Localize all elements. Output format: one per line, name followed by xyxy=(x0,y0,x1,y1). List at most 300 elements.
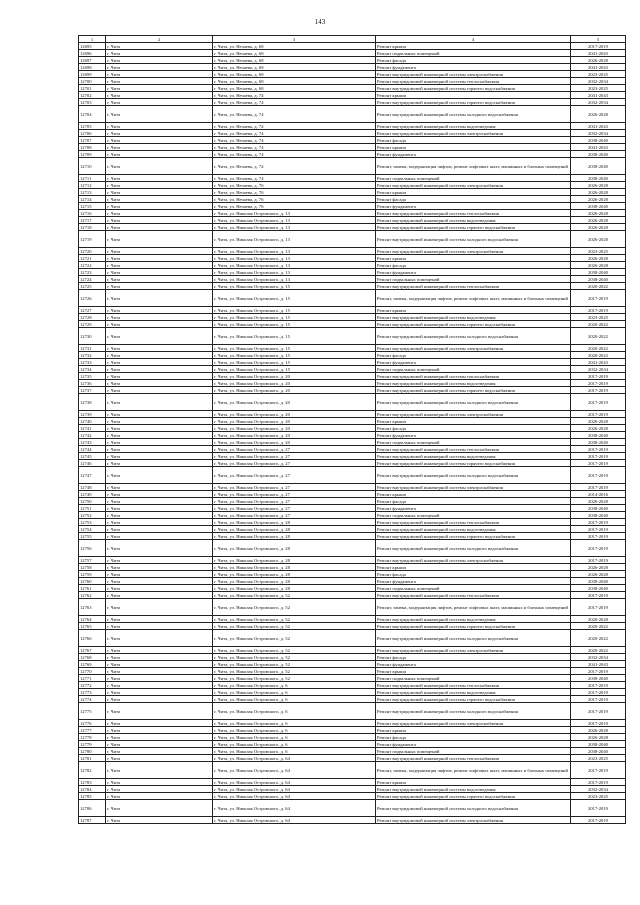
row-number-cell: 12740 xyxy=(79,418,106,425)
period-cell: 2026-2028 xyxy=(571,255,626,262)
period-cell: 2026-2028 xyxy=(571,106,626,123)
period-cell: 2038-2040 xyxy=(571,748,626,755)
row-number-cell: 12707 xyxy=(79,137,106,144)
table-row xyxy=(79,123,626,130)
address-cell: г. Чита, ул. Николая Островского, д. 64 xyxy=(213,800,376,817)
table-row xyxy=(79,720,626,727)
table-row xyxy=(79,755,626,762)
address-cell: г. Чита, ул. Николая Островского, д. 27 xyxy=(213,498,376,505)
period-cell: 2023-2025 xyxy=(571,71,626,78)
work-type-cell: Ремонт внутридомовой инженерной системы горячего водоснабжения xyxy=(376,387,571,394)
city-cell: г. Чита xyxy=(106,269,213,276)
city-cell: г. Чита xyxy=(106,654,213,661)
city-cell: г. Чита xyxy=(106,175,213,182)
address-cell: г. Чита, ул. Николая Островского, д. 15 xyxy=(213,359,376,366)
row-number-cell: 12718 xyxy=(79,224,106,231)
period-cell: 2017-2019 xyxy=(571,800,626,817)
period-cell: 2023-2025 xyxy=(571,85,626,92)
address-cell: г. Чита, ул. Николая Островского, д. 52 xyxy=(213,630,376,647)
city-cell: г. Чита xyxy=(106,498,213,505)
address-cell: г. Чита, ул. Николая Островского, д. 28 xyxy=(213,564,376,571)
table-row xyxy=(79,64,626,71)
work-type-cell: Ремонт внутридомовой инженерной системы водоотведения xyxy=(376,123,571,130)
work-type-cell: Ремонт внутридомовой инженерной системы электроснабжения xyxy=(376,817,571,824)
row-number-cell: 12739 xyxy=(79,411,106,418)
table-row xyxy=(79,779,626,786)
address-cell: г. Чита, ул. Николая Островского, д. 64 xyxy=(213,817,376,824)
period-cell: 2017-2019 xyxy=(571,43,626,50)
city-cell: г. Чита xyxy=(106,689,213,696)
work-type-cell: Ремонт внутридомовой инженерной системы теплоснабжения xyxy=(376,78,571,85)
address-cell: г. Чита, ул. Николая Островского, д. 52 xyxy=(213,623,376,630)
table-row xyxy=(79,498,626,505)
table-row xyxy=(79,99,626,106)
work-type-cell: Ремонт фасада xyxy=(376,654,571,661)
address-cell: г. Чита, ул. Николая Островского, д. 15 xyxy=(213,307,376,314)
period-cell: 2017-2019 xyxy=(571,533,626,540)
work-type-cell: Ремонт внутридомовой инженерной системы горячего водоснабжения xyxy=(376,321,571,328)
row-number-cell: 12785 xyxy=(79,793,106,800)
address-cell: г. Чита, ул. Николая Островского, д. 13 xyxy=(213,248,376,255)
work-type-cell: Ремонт внутридомовой инженерной системы горячего водоснабжения xyxy=(376,793,571,800)
address-cell: г. Чита, ул. Николая Островского, д. 6 xyxy=(213,720,376,727)
work-type-cell: Ремонт внутридомовой инженерной системы холодного водоснабжения xyxy=(376,394,571,411)
period-cell: 2026-2028 xyxy=(571,498,626,505)
work-type-cell: Ремонт внутридомовой инженерной системы холодного водоснабжения xyxy=(376,231,571,248)
work-type-cell: Ремонт внутридомовой инженерной системы водоотведения xyxy=(376,314,571,321)
city-cell: г. Чита xyxy=(106,762,213,779)
period-cell: 2038-2040 xyxy=(571,432,626,439)
period-cell: 2017-2019 xyxy=(571,720,626,727)
table-row xyxy=(79,248,626,255)
work-type-cell: Ремонт крыши xyxy=(376,307,571,314)
row-number-cell: 12747 xyxy=(79,467,106,484)
row-number-cell: 12706 xyxy=(79,130,106,137)
table-row xyxy=(79,71,626,78)
period-cell: 2017-2019 xyxy=(571,696,626,703)
address-cell: г. Чита, ул. Нечаева, д. 76 xyxy=(213,203,376,210)
row-number-cell: 12729 xyxy=(79,321,106,328)
work-type-cell: Ремонт внутридомовой инженерной системы горячего водоснабжения xyxy=(376,623,571,630)
address-cell: г. Чита, ул. Николая Островского, д. 27 xyxy=(213,467,376,484)
column-header-3: 3 xyxy=(213,36,376,43)
address-cell: г. Чита, ул. Николая Островского, д. 27 xyxy=(213,484,376,491)
address-cell: г. Чита, ул. Нечаева, д. 76 xyxy=(213,189,376,196)
work-type-cell: Ремонт фасада xyxy=(376,262,571,269)
address-cell: г. Чита, ул. Николая Островского, д. 27 xyxy=(213,491,376,498)
row-number-cell: 12728 xyxy=(79,314,106,321)
city-cell: г. Чита xyxy=(106,290,213,307)
work-type-cell: Ремонт фундамента xyxy=(376,359,571,366)
period-cell: 2023-2025 xyxy=(571,793,626,800)
address-cell: г. Чита, ул. Нечаева, д. 76 xyxy=(213,182,376,189)
work-type-cell: Ремонт фундамента xyxy=(376,203,571,210)
row-number-cell: 12757 xyxy=(79,557,106,564)
address-cell: г. Чита, ул. Николая Островского, д. 20 xyxy=(213,411,376,418)
period-cell: 2041-2043 xyxy=(571,359,626,366)
column-header-4: 4 xyxy=(376,36,571,43)
city-cell: г. Чита xyxy=(106,727,213,734)
period-cell: 2017-2019 xyxy=(571,599,626,616)
city-cell: г. Чита xyxy=(106,321,213,328)
address-cell: г. Чита, ул. Николая Островского, д. 52 xyxy=(213,675,376,682)
work-type-cell: Ремонт внутридомовой инженерной системы холодного водоснабжения xyxy=(376,467,571,484)
table-row xyxy=(79,675,626,682)
row-number-cell: 12750 xyxy=(79,498,106,505)
work-type-cell: Ремонт внутридомовой инженерной системы водоотведения xyxy=(376,526,571,533)
table-row xyxy=(79,696,626,703)
period-cell: 2026-2028 xyxy=(571,734,626,741)
work-type-cell: Ремонт внутридомовой инженерной системы горячего водоснабжения xyxy=(376,99,571,106)
address-cell: г. Чита, ул. Николая Островского, д. 28 xyxy=(213,585,376,592)
row-number-cell: 12714 xyxy=(79,196,106,203)
table-row xyxy=(79,585,626,592)
address-cell: г. Чита, ул. Нечаева, д. 74 xyxy=(213,123,376,130)
work-type-cell: Ремонт крыши xyxy=(376,92,571,99)
period-cell: 2017-2019 xyxy=(571,526,626,533)
address-cell: г. Чита, ул. Николая Островского, д. 28 xyxy=(213,578,376,585)
work-type-cell: Ремонт внутридомовой инженерной системы водоотведения xyxy=(376,380,571,387)
address-cell: г. Чита, ул. Николая Островского, д. 6 xyxy=(213,748,376,755)
period-cell: 2017-2019 xyxy=(571,290,626,307)
address-cell: г. Чита, ул. Нечаева, д. 68 xyxy=(213,78,376,85)
address-cell: г. Чита, ул. Николая Островского, д. 64 xyxy=(213,793,376,800)
city-cell: г. Чита xyxy=(106,394,213,411)
row-number-cell: 12720 xyxy=(79,248,106,255)
address-cell: г. Чита, ул. Нечаева, д. 74 xyxy=(213,99,376,106)
row-number-cell: 12751 xyxy=(79,505,106,512)
city-cell: г. Чита xyxy=(106,373,213,380)
table-row xyxy=(79,78,626,85)
work-type-cell: Ремонт фасада xyxy=(376,137,571,144)
period-cell: 2020-2022 xyxy=(571,630,626,647)
table-row xyxy=(79,661,626,668)
work-type-cell: Ремонт внутридомовой инженерной системы теплоснабжения xyxy=(376,592,571,599)
table-row xyxy=(79,491,626,498)
work-type-cell: Ремонт крыши xyxy=(376,255,571,262)
address-cell: г. Чита, ул. Николая Островского, д. 27 xyxy=(213,512,376,519)
address-cell: г. Чита, ул. Николая Островского, д. 6 xyxy=(213,696,376,703)
period-cell: 2017-2019 xyxy=(571,668,626,675)
row-number-cell: 12780 xyxy=(79,748,106,755)
row-number-cell: 12752 xyxy=(79,512,106,519)
city-cell: г. Чита xyxy=(106,307,213,314)
address-cell: г. Чита, ул. Николая Островского, д. 6 xyxy=(213,727,376,734)
city-cell: г. Чита xyxy=(106,158,213,175)
address-cell: г. Чита, ул. Николая Островского, д. 52 xyxy=(213,647,376,654)
period-cell: 2023-2025 xyxy=(571,755,626,762)
city-cell: г. Чита xyxy=(106,182,213,189)
city-cell: г. Чита xyxy=(106,748,213,755)
capital-repair-table xyxy=(78,35,626,824)
row-number-cell: 12711 xyxy=(79,175,106,182)
table-row xyxy=(79,57,626,64)
address-cell: г. Чита, ул. Николая Островского, д. 6 xyxy=(213,741,376,748)
city-cell: г. Чита xyxy=(106,217,213,224)
period-cell: 2038-2040 xyxy=(571,439,626,446)
row-number-cell: 12770 xyxy=(79,668,106,675)
period-cell: 2026-2028 xyxy=(571,231,626,248)
table-row xyxy=(79,189,626,196)
row-number-cell: 12769 xyxy=(79,661,106,668)
column-header-5: 5 xyxy=(571,36,626,43)
address-cell: г. Чита, ул. Николая Островского, д. 13 xyxy=(213,262,376,269)
row-number-cell: 12731 xyxy=(79,345,106,352)
work-type-cell: Ремонт внутридомовой инженерной системы холодного водоснабжения xyxy=(376,630,571,647)
table-row xyxy=(79,512,626,519)
row-number-cell: 12709 xyxy=(79,151,106,158)
city-cell: г. Чита xyxy=(106,592,213,599)
work-type-cell: Ремонт фасада xyxy=(376,196,571,203)
work-type-cell: Ремонт крыши xyxy=(376,189,571,196)
city-cell: г. Чита xyxy=(106,425,213,432)
table-row xyxy=(79,682,626,689)
city-cell: г. Чита xyxy=(106,255,213,262)
address-cell: г. Чита, ул. Николая Островского, д. 15 xyxy=(213,328,376,345)
address-cell: г. Чита, ул. Николая Островского, д. 13 xyxy=(213,255,376,262)
work-type-cell: Ремонт крыши xyxy=(376,43,571,50)
address-cell: г. Чита, ул. Нечаева, д. 74 xyxy=(213,130,376,137)
address-cell: г. Чита, ул. Николая Островского, д. 64 xyxy=(213,762,376,779)
address-cell: г. Чита, ул. Николая Островского, д. 15 xyxy=(213,283,376,290)
row-number-cell: 12787 xyxy=(79,817,106,824)
city-cell: г. Чита xyxy=(106,623,213,630)
table-row xyxy=(79,564,626,571)
table-row xyxy=(79,817,626,824)
row-number-cell: 12712 xyxy=(79,182,106,189)
city-cell: г. Чита xyxy=(106,817,213,824)
row-number-cell: 12735 xyxy=(79,373,106,380)
row-number-cell: 12722 xyxy=(79,262,106,269)
row-number-cell: 12727 xyxy=(79,307,106,314)
table-row xyxy=(79,144,626,151)
row-number-cell: 12697 xyxy=(79,57,106,64)
table-row xyxy=(79,321,626,328)
table-row xyxy=(79,647,626,654)
row-number-cell: 12736 xyxy=(79,380,106,387)
city-cell: г. Чита xyxy=(106,491,213,498)
header-row xyxy=(79,36,626,43)
work-type-cell: Ремонт подвальных помещений xyxy=(376,50,571,57)
address-cell: г. Чита, ул. Нечаева, д. 74 xyxy=(213,92,376,99)
row-number-cell: 12705 xyxy=(79,123,106,130)
table-row xyxy=(79,727,626,734)
row-number-cell: 12698 xyxy=(79,64,106,71)
city-cell: г. Чита xyxy=(106,262,213,269)
table-row xyxy=(79,762,626,779)
period-cell: 2017-2019 xyxy=(571,592,626,599)
city-cell: г. Чита xyxy=(106,411,213,418)
work-type-cell: Ремонт крыши xyxy=(376,144,571,151)
row-number-cell: 12767 xyxy=(79,647,106,654)
city-cell: г. Чита xyxy=(106,224,213,231)
period-cell: 2032-2034 xyxy=(571,786,626,793)
period-cell: 2026-2028 xyxy=(571,425,626,432)
work-type-cell: Ремонт внутридомовой инженерной системы водоотведения xyxy=(376,689,571,696)
city-cell: г. Чита xyxy=(106,106,213,123)
address-cell: г. Чита, ул. Николая Островского, д. 64 xyxy=(213,755,376,762)
city-cell: г. Чита xyxy=(106,130,213,137)
work-type-cell: Ремонт внутридомовой инженерной системы холодного водоснабжения xyxy=(376,328,571,345)
address-cell: г. Чита, ул. Нечаева, д. 74 xyxy=(213,151,376,158)
period-cell: 2038-2040 xyxy=(571,276,626,283)
period-cell: 2026-2028 xyxy=(571,217,626,224)
city-cell: г. Чита xyxy=(106,793,213,800)
period-cell: 2017-2019 xyxy=(571,540,626,557)
row-number-cell: 12741 xyxy=(79,425,106,432)
row-number-cell: 12778 xyxy=(79,734,106,741)
table-row xyxy=(79,800,626,817)
city-cell: г. Чита xyxy=(106,741,213,748)
row-number-cell: 12701 xyxy=(79,85,106,92)
table-row xyxy=(79,387,626,394)
work-type-cell: Ремонт внутридомовой инженерной системы горячего водоснабжения xyxy=(376,460,571,467)
address-cell: г. Чита, ул. Николая Островского, д. 52 xyxy=(213,616,376,623)
address-cell: г. Чита, ул. Николая Островского, д. 52 xyxy=(213,599,376,616)
period-cell: 2020-2022 xyxy=(571,647,626,654)
table-row xyxy=(79,571,626,578)
table-row xyxy=(79,380,626,387)
city-cell: г. Чита xyxy=(106,533,213,540)
work-type-cell: Ремонт внутридомовой инженерной системы электроснабжения xyxy=(376,557,571,564)
address-cell: г. Чита, ул. Николая Островского, д. 64 xyxy=(213,779,376,786)
city-cell: г. Чита xyxy=(106,314,213,321)
period-cell: 2041-2043 xyxy=(571,144,626,151)
table-row xyxy=(79,599,626,616)
work-type-cell: Ремонт внутридомовой инженерной системы теплоснабжения xyxy=(376,682,571,689)
row-number-cell: 12779 xyxy=(79,741,106,748)
city-cell: г. Чита xyxy=(106,189,213,196)
row-number-cell: 12754 xyxy=(79,526,106,533)
table-row xyxy=(79,210,626,217)
table-row xyxy=(79,345,626,352)
row-number-cell: 12716 xyxy=(79,210,106,217)
period-cell: 2038-2040 xyxy=(571,505,626,512)
city-cell: г. Чита xyxy=(106,734,213,741)
period-cell: 2020-2022 xyxy=(571,352,626,359)
row-number-cell: 12772 xyxy=(79,682,106,689)
row-number-cell: 12776 xyxy=(79,720,106,727)
row-number-cell: 12746 xyxy=(79,460,106,467)
address-cell: г. Чита, ул. Николая Островского, д. 20 xyxy=(213,425,376,432)
address-cell: г. Чита, ул. Николая Островского, д. 52 xyxy=(213,654,376,661)
row-number-cell: 12726 xyxy=(79,290,106,307)
table-row xyxy=(79,182,626,189)
city-cell: г. Чита xyxy=(106,71,213,78)
address-cell: г. Чита, ул. Нечаева, д. 74 xyxy=(213,175,376,182)
table-row xyxy=(79,269,626,276)
work-type-cell: Ремонт крыши xyxy=(376,418,571,425)
row-number-cell: 12762 xyxy=(79,592,106,599)
address-cell: г. Чита, ул. Николая Островского, д. 64 xyxy=(213,786,376,793)
address-cell: г. Чита, ул. Нечаева, д. 68 xyxy=(213,50,376,57)
row-number-cell: 12734 xyxy=(79,366,106,373)
period-cell: 2017-2019 xyxy=(571,307,626,314)
city-cell: г. Чита xyxy=(106,359,213,366)
period-cell: 2026-2028 xyxy=(571,189,626,196)
address-cell: г. Чита, ул. Николая Островского, д. 28 xyxy=(213,571,376,578)
work-type-cell: Ремонт внутридомовой инженерной системы электроснабжения xyxy=(376,720,571,727)
work-type-cell: Ремонт внутридомовой инженерной системы электроснабжения xyxy=(376,345,571,352)
period-cell: 2020-2022 xyxy=(571,321,626,328)
city-cell: г. Чита xyxy=(106,345,213,352)
row-number-cell: 12764 xyxy=(79,616,106,623)
work-type-cell: Ремонт внутридомовой инженерной системы электроснабжения xyxy=(376,130,571,137)
city-cell: г. Чита xyxy=(106,137,213,144)
period-cell: 2032-2034 xyxy=(571,78,626,85)
table-row xyxy=(79,373,626,380)
period-cell: 2032-2034 xyxy=(571,366,626,373)
work-type-cell: Ремонт внутридомовой инженерной системы водоотведения xyxy=(376,217,571,224)
city-cell: г. Чита xyxy=(106,599,213,616)
row-number-cell: 12773 xyxy=(79,689,106,696)
work-type-cell: Ремонт крыши xyxy=(376,779,571,786)
table-row xyxy=(79,453,626,460)
address-cell: г. Чита, ул. Нечаева, д. 74 xyxy=(213,106,376,123)
table-row xyxy=(79,630,626,647)
row-number-cell: 12717 xyxy=(79,217,106,224)
period-cell: 2017-2019 xyxy=(571,682,626,689)
address-cell: г. Чита, ул. Нечаева, д. 74 xyxy=(213,137,376,144)
work-type-cell: Ремонт внутридомовой инженерной системы теплоснабжения xyxy=(376,210,571,217)
table-row xyxy=(79,786,626,793)
table-row xyxy=(79,106,626,123)
table-row xyxy=(79,255,626,262)
city-cell: г. Чита xyxy=(106,675,213,682)
work-type-cell: Ремонт внутридомовой инженерной системы водоотведения xyxy=(376,786,571,793)
address-cell: г. Чита, ул. Николая Островского, д. 13 xyxy=(213,276,376,283)
row-number-cell: 12721 xyxy=(79,255,106,262)
row-number-cell: 12765 xyxy=(79,623,106,630)
period-cell: 2017-2019 xyxy=(571,373,626,380)
table-row xyxy=(79,540,626,557)
period-cell: 2038-2040 xyxy=(571,675,626,682)
address-cell: г. Чита, ул. Нечаева, д. 74 xyxy=(213,144,376,151)
row-number-cell: 12730 xyxy=(79,328,106,345)
work-type-cell: Ремонт, замена, модернизация лифтов, ремонт лифтовых шахт, машинных и блочных помещений xyxy=(376,290,571,307)
table-row xyxy=(79,425,626,432)
city-cell: г. Чита xyxy=(106,703,213,720)
address-cell: г. Чита, ул. Николая Островского, д. 6 xyxy=(213,734,376,741)
city-cell: г. Чита xyxy=(106,668,213,675)
period-cell: 2017-2019 xyxy=(571,411,626,418)
period-cell: 2038-2040 xyxy=(571,203,626,210)
address-cell: г. Чита, ул. Николая Островского, д. 6 xyxy=(213,689,376,696)
row-number-cell: 12724 xyxy=(79,276,106,283)
address-cell: г. Чита, ул. Николая Островского, д. 27 xyxy=(213,505,376,512)
city-cell: г. Чита xyxy=(106,571,213,578)
table-row xyxy=(79,394,626,411)
city-cell: г. Чита xyxy=(106,720,213,727)
work-type-cell: Ремонт фасада xyxy=(376,425,571,432)
table-row xyxy=(79,439,626,446)
address-cell: г. Чита, ул. Нечаева, д. 74 xyxy=(213,158,376,175)
period-cell: 2020-2022 xyxy=(571,623,626,630)
table-row xyxy=(79,519,626,526)
address-cell: г. Чита, ул. Нечаева, д. 68 xyxy=(213,71,376,78)
period-cell: 2038-2040 xyxy=(571,158,626,175)
row-number-cell: 12774 xyxy=(79,696,106,703)
address-cell: г. Чита, ул. Николая Островского, д. 20 xyxy=(213,418,376,425)
city-cell: г. Чита xyxy=(106,380,213,387)
city-cell: г. Чита xyxy=(106,43,213,50)
city-cell: г. Чита xyxy=(106,505,213,512)
period-cell: 2026-2028 xyxy=(571,564,626,571)
work-type-cell: Ремонт фундамента xyxy=(376,578,571,585)
row-number-cell: 12708 xyxy=(79,144,106,151)
work-type-cell: Ремонт внутридомовой инженерной системы теплоснабжения xyxy=(376,755,571,762)
table-row xyxy=(79,203,626,210)
